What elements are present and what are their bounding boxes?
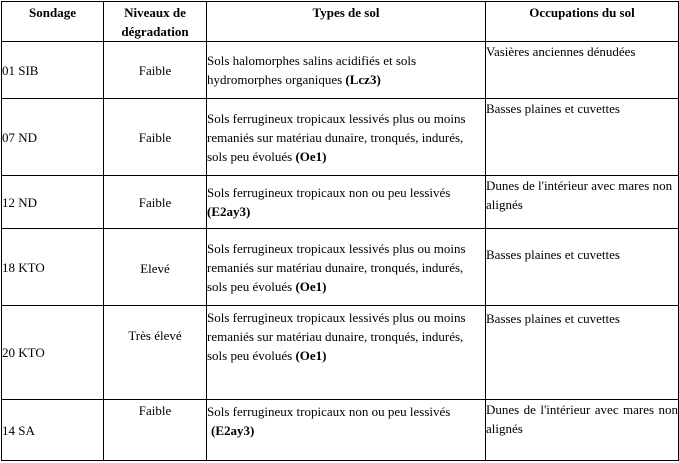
occupation-cell: Vasières anciennes dénudées	[486, 42, 679, 99]
type-text: Sols ferrugineux tropicaux non ou peu lessivés	[207, 185, 451, 200]
type-cell	[207, 306, 486, 400]
niveau-cell: Faible	[104, 400, 207, 461]
sondage-cell: 07 ND	[2, 99, 104, 176]
niveau-cell: Faible	[104, 99, 207, 176]
type-code: (Lcz3)	[345, 72, 381, 87]
type-cell	[207, 400, 486, 461]
type-text: Sols ferrugineux tropicaux lessivés plus ou moins remaniés sur matériau dunaire, tronqués, indurés, sols peu évolués	[207, 240, 466, 294]
type-text: Sols halomorphes salins acidifiés et sols hydromorphes organiques	[207, 53, 417, 87]
type-cell	[207, 99, 486, 176]
sondage-cell: 12 ND	[2, 176, 104, 229]
type-cell	[207, 176, 486, 229]
table-row	[2, 306, 679, 400]
niveau-cell: Très élevé	[104, 306, 207, 400]
header-niveaux: Niveaux de dégradation	[104, 2, 207, 42]
header-occupations: Occupations du sol	[486, 2, 679, 42]
type-code: (E2ay3)	[211, 423, 255, 438]
table-row	[2, 400, 679, 461]
type-cell	[207, 229, 486, 306]
sondage-cell: 01 SIB	[2, 42, 104, 99]
occupation-cell: Basses plaines et cuvettes	[486, 306, 679, 400]
occupation-cell: Dunes de l'intérieur avec mares non alignés	[486, 400, 679, 461]
type-code: (E2ay3)	[207, 204, 251, 219]
type-text: Sols ferrugineux tropicaux non ou peu lessivés	[207, 404, 451, 419]
niveau-cell: Elevé	[104, 229, 207, 306]
type-text: Sols ferrugineux tropicaux lessivés plus ou moins remaniés sur matériau dunaire, tronqués, indurés, sols peu évolués	[207, 110, 466, 164]
header-row	[2, 2, 679, 42]
table-row	[2, 229, 679, 306]
sondage-cell: 20 KTO	[2, 306, 104, 400]
table-row	[2, 176, 679, 229]
type-text: Sols ferrugineux tropicaux lessivés plus ou moins remaniés sur matériau dunaire, tronqués, indurés, sols peu évolués	[207, 310, 466, 363]
occupation-cell: Basses plaines et cuvettes	[486, 229, 679, 306]
sondage-cell: 14 SA	[2, 400, 104, 461]
table-row	[2, 42, 679, 99]
niveau-cell: Faible	[104, 42, 207, 99]
type-code: (Oe1)	[295, 278, 327, 294]
soil-table	[1, 1, 679, 461]
niveau-cell: Faible	[104, 176, 207, 229]
type-code: (Oe1)	[295, 348, 327, 363]
header-sondage: Sondage	[2, 2, 104, 42]
occupation-cell: Basses plaines et cuvettes	[486, 99, 679, 176]
occupation-cell: Dunes de l'intérieur avec mares non alignés	[486, 176, 679, 229]
header-types: Types de sol	[207, 2, 486, 42]
type-code: (Oe1)	[295, 148, 327, 164]
type-cell	[207, 42, 486, 99]
sondage-cell: 18 KTO	[2, 229, 104, 306]
table-row	[2, 99, 679, 176]
